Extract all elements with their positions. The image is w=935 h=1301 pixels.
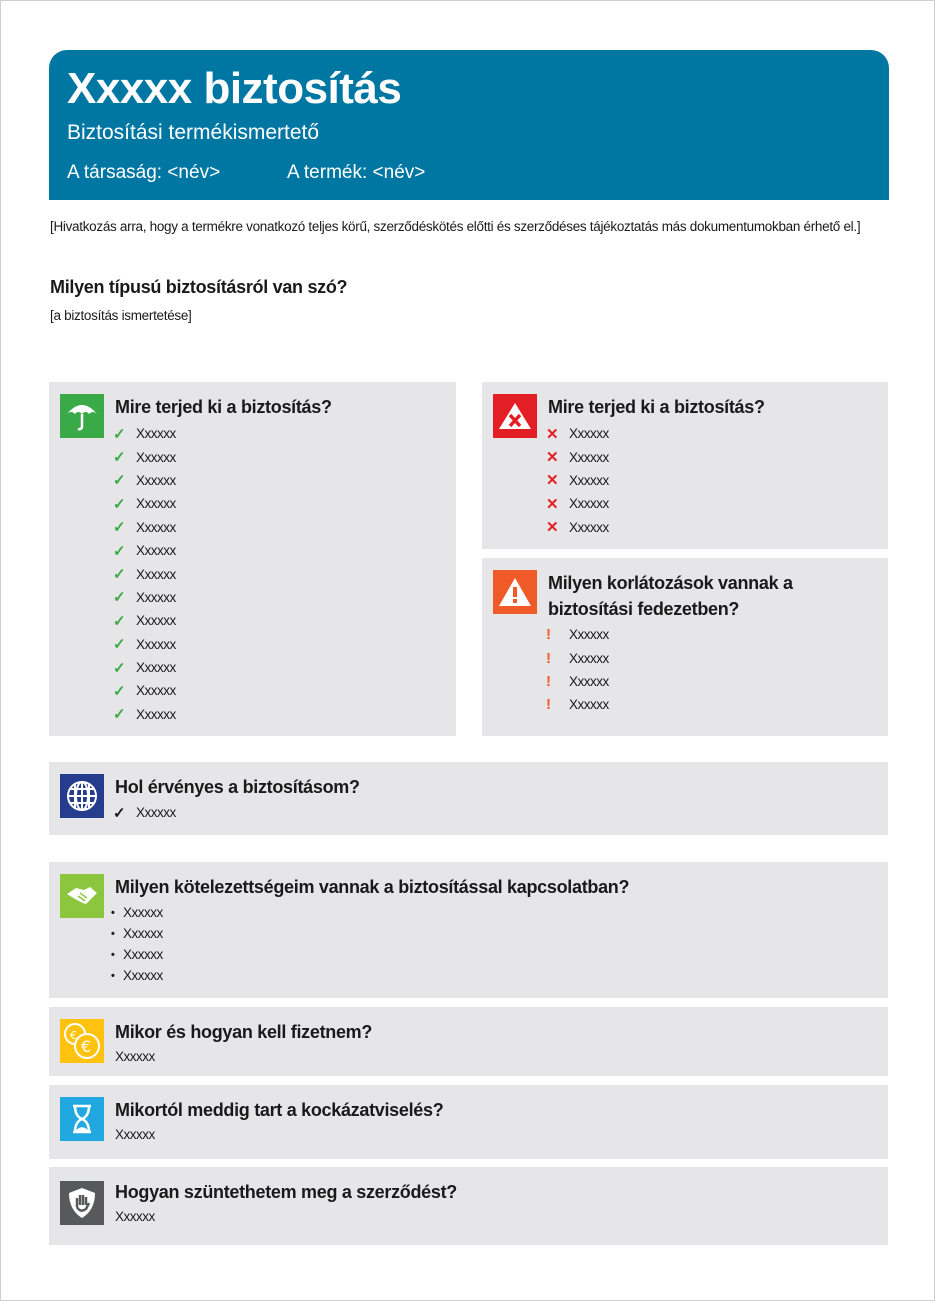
list-item [546, 516, 609, 539]
item-text: Xxxxxx [569, 426, 609, 442]
item-text: Xxxxxx [136, 636, 176, 652]
cross-icon: ✕ [546, 449, 559, 467]
section-not-covered [482, 382, 888, 549]
exclamation-icon: ! [546, 626, 551, 644]
item-text: Xxxxxx [136, 589, 176, 605]
check-icon: ✓ [113, 449, 126, 467]
list-item [113, 633, 176, 656]
list-item [111, 902, 163, 923]
section-title: Mire terjed ki a biztosítás? [548, 397, 765, 417]
item-text: Xxxxxx [569, 496, 609, 512]
list-item [546, 445, 609, 468]
item-text: Xxxxxx [136, 472, 176, 488]
list-item [113, 656, 176, 679]
where-list [113, 801, 176, 824]
item-text: Xxxxxx [136, 543, 176, 559]
section-where [49, 762, 888, 835]
item-text: Xxxxxx [136, 426, 176, 442]
item-text: Xxxxxx [123, 947, 163, 962]
item-text: Xxxxxx [123, 905, 163, 920]
exclamation-icon: ! [546, 696, 551, 714]
bullet-icon: • [111, 906, 115, 919]
list-item [546, 469, 609, 492]
list-item [113, 586, 176, 609]
limits-list [546, 623, 609, 717]
section-title: Hol érvényes a biztosításom? [115, 777, 360, 797]
item-text: Xxxxxx [136, 496, 176, 512]
list-item [113, 703, 176, 726]
section-title: Mikortól meddig tart a kockázatviselés? [115, 1100, 444, 1120]
check-icon: ✓ [113, 804, 126, 822]
cross-icon: ✕ [546, 519, 559, 537]
warning-icon [493, 570, 537, 614]
bullet-icon: • [111, 969, 115, 982]
list-item [546, 422, 609, 445]
check-icon: ✓ [113, 636, 126, 654]
check-icon: ✓ [113, 589, 126, 607]
covered-list [113, 422, 176, 726]
list-item [546, 623, 609, 646]
check-icon: ✓ [113, 659, 126, 677]
item-text: Xxxxxx [569, 627, 609, 643]
cross-icon: ✕ [546, 425, 559, 443]
item-text: Xxxxxx [569, 519, 609, 535]
section-payment [49, 1007, 888, 1076]
bullet-icon: • [111, 927, 115, 940]
check-icon: ✓ [113, 495, 126, 513]
globe-icon [60, 774, 104, 818]
intro-text: [Hivatkozás arra, hogy a termékre vonatkozó teljes körű, szerződéskötés előtti és szerződéses tájékoztatás más dokumentumokban érhető el.] [50, 219, 861, 234]
item-text: Xxxxxx [569, 697, 609, 713]
handshake-icon [60, 874, 104, 918]
check-icon: ✓ [113, 706, 126, 724]
item-text: Xxxxxx [136, 566, 176, 582]
item-text: Xxxxxx [136, 519, 176, 535]
obligations-list [111, 902, 163, 986]
item-text: Xxxxxx [136, 613, 176, 629]
cross-icon: ✕ [546, 472, 559, 490]
list-item [113, 562, 176, 585]
company-name: A társaság: <név> [67, 162, 221, 183]
section-duration [49, 1085, 888, 1159]
check-icon: ✓ [113, 542, 126, 560]
list-item [111, 965, 163, 986]
list-item [546, 646, 609, 669]
list-item [113, 679, 176, 702]
section-text: Xxxxxx [115, 1127, 155, 1142]
section-text: Xxxxxx [115, 1209, 155, 1224]
list-item [546, 670, 609, 693]
list-item [113, 801, 176, 824]
list-item [113, 445, 176, 468]
exclamation-icon: ! [546, 649, 551, 667]
item-text: Xxxxxx [136, 805, 176, 821]
check-icon: ✓ [113, 519, 126, 537]
check-icon: ✓ [113, 472, 126, 490]
item-text: Xxxxxx [136, 706, 176, 722]
svg-text:€: € [70, 1029, 77, 1042]
check-icon: ✓ [113, 425, 126, 443]
section-title: Milyen korlátozások vannak a biztosítási fedezetben? [548, 573, 793, 619]
euro-coins-icon [60, 1019, 104, 1063]
check-icon: ✓ [113, 566, 126, 584]
svg-text:€: € [81, 1037, 92, 1056]
item-text: Xxxxxx [569, 650, 609, 666]
cross-icon: ✕ [546, 495, 559, 513]
item-text: Xxxxxx [123, 968, 163, 983]
not-covered-list [546, 422, 609, 539]
check-icon: ✓ [113, 682, 126, 700]
type-question-heading: Milyen típusú biztosításról van szó? [50, 277, 348, 297]
cross-triangle-icon [493, 394, 537, 438]
list-item [111, 944, 163, 965]
item-text: Xxxxxx [569, 449, 609, 465]
item-text: Xxxxxx [569, 472, 609, 488]
exclamation-icon: ! [546, 672, 551, 690]
list-item [113, 422, 176, 445]
section-limits [482, 558, 888, 736]
item-text: Xxxxxx [136, 683, 176, 699]
list-item [113, 492, 176, 515]
item-text: Xxxxxx [123, 926, 163, 941]
hourglass-icon [60, 1097, 104, 1141]
list-item [546, 492, 609, 515]
list-item [113, 539, 176, 562]
item-text: Xxxxxx [569, 673, 609, 689]
page-subtitle: Biztosítási termékismertető [67, 121, 320, 144]
section-obligations [49, 862, 888, 998]
header-banner [49, 50, 889, 200]
type-question-text: [a biztosítás ismertetése] [50, 308, 192, 323]
umbrella-icon [60, 394, 104, 438]
section-title: Hogyan szüntethetem meg a szerződést? [115, 1182, 457, 1202]
list-item [113, 516, 176, 539]
section-termination [49, 1167, 888, 1245]
section-text: Xxxxxx [115, 1049, 155, 1064]
list-item [113, 469, 176, 492]
item-text: Xxxxxx [136, 449, 176, 465]
product-name: A termék: <név> [287, 162, 426, 183]
check-icon: ✓ [113, 612, 126, 630]
section-title: Milyen kötelezettségeim vannak a biztosítással kapcsolatban? [115, 877, 630, 897]
page-title: Xxxxx biztosítás [67, 64, 402, 113]
section-title: Mire terjed ki a biztosítás? [115, 397, 332, 417]
item-text: Xxxxxx [136, 660, 176, 676]
list-item [113, 609, 176, 632]
bullet-icon: • [111, 948, 115, 961]
list-item [111, 923, 163, 944]
section-covered [49, 382, 456, 736]
list-item [546, 693, 609, 716]
shield-hand-icon [60, 1181, 104, 1225]
section-title: Mikor és hogyan kell fizetnem? [115, 1022, 373, 1042]
